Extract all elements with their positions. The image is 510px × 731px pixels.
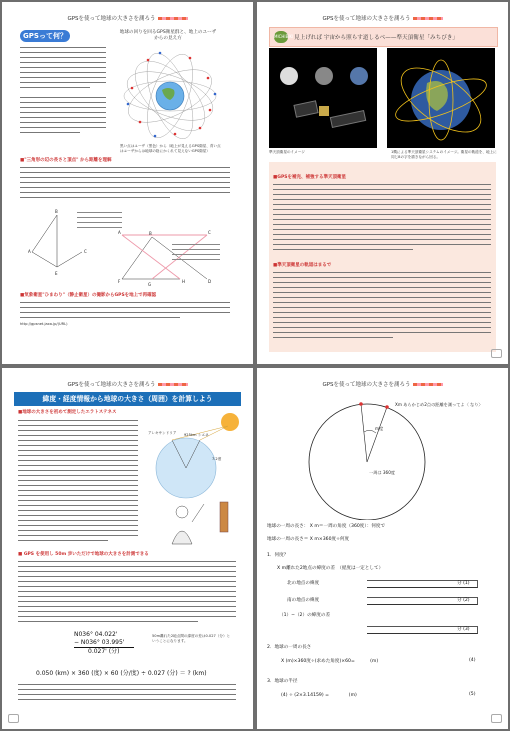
radius-marker: (5): [469, 692, 476, 697]
radius-row: (4) ÷ (2×3.14159) = (m): [281, 693, 357, 698]
svg-text:E: E: [55, 271, 58, 276]
michibiki-banner-title: 見上げれば 宇宙から照らす道しるべ——準天頂衛星「みちびき」: [294, 35, 458, 41]
circumference-row: X (m)×360度÷(求めた角度)×60= (m): [281, 659, 379, 664]
latitude-diff: 0.027' (分): [88, 648, 120, 655]
worksheet-q2: 2．地球の一周の長さ: [267, 645, 312, 650]
gps-orbit-globe-illustration: [120, 48, 220, 143]
page-3: [2, 368, 253, 729]
svg-text:D: D: [208, 279, 212, 284]
svg-text:B: B: [55, 209, 58, 214]
triangulation-diagram: [22, 207, 222, 287]
circumference-marker: (4): [469, 658, 476, 663]
next-page-icon[interactable]: [491, 714, 502, 723]
section-qzs-heading: ■GPSを補完、補強する準天頂衛星: [273, 175, 346, 180]
north-lat-row: 北の地点の緯度: [287, 581, 320, 586]
qzs-orbit-photo: [387, 48, 495, 148]
circle-center-label: 一周は 360度: [369, 470, 396, 475]
worksheet-q1: 1．何度？: [267, 553, 289, 558]
earth-circle-diagram: [287, 392, 497, 520]
circumference-formula: 0.050 (km) × 360 (度) × 60 (分/度) ÷ 0.027 (分) ＝ ? (km): [36, 670, 207, 677]
qzs-orbit-photo-caption: 1機による準天頂衛星システムのイメージ。衛星の軌道を、地上に同じ8の字を描きながら回る。: [391, 150, 497, 159]
latitude-north: N036° 04.022': [74, 631, 118, 638]
page-header: GPSを使って地球の大きさを測ろう: [257, 14, 508, 22]
svg-text:B: B: [149, 231, 152, 236]
distance-label: 925km: [184, 433, 197, 437]
gps-orbit-callout: 地球の回りを回るGPS衛星群と、地上のユーザからの見え方: [119, 30, 217, 41]
michibiki-article-box: [269, 162, 496, 352]
lat-diff-unit: 分 (3): [457, 627, 470, 632]
section-triangle-heading: ■"三角形の辺の長さと頂点" から距離を理解: [20, 158, 112, 163]
section-orbit-heading: ■準天頂衛星の軌道はまるで: [273, 263, 332, 268]
angle-label: 7.2度: [212, 457, 222, 461]
michibiki-banner: [269, 27, 498, 47]
page-header: GPSを使って地球の大きさを測ろう: [257, 380, 508, 388]
page-2: [257, 2, 508, 364]
svg-text:C: C: [208, 230, 211, 235]
latitude-note: 50m離れた2地点間の緯度の差は0.027（分）ということになります。: [152, 634, 231, 643]
page-header: GPSを使って地球の大きさを測ろう: [2, 380, 253, 388]
michibiki-badge: MICHIBIKI: [274, 31, 288, 43]
latitude-south: − N036° 03.995': [74, 639, 134, 648]
reference-url[interactable]: http://gpsnet.jaxa.jp/(URL): [20, 322, 68, 326]
latitude-difference: [74, 631, 134, 656]
south-lat-unit: 分 (2): [457, 598, 470, 603]
city-label-syene: シエネ: [198, 433, 209, 437]
svg-text:F: F: [118, 279, 121, 284]
page-4: [257, 368, 508, 729]
worksheet-row-ratio: 地球の一周の長さ： X m＝一周の角度（360度）：何度で: [267, 524, 386, 529]
satellite-photo-caption: 準天頂衛星のイメージ: [269, 150, 305, 154]
gps-globe-caption: 黒い点はユーザ（黒色）から（地上が見えるGPS衛星、青い点はユーザからは地球の陰にかくれて見えないGPS衛星）: [120, 144, 221, 153]
page-1: [2, 2, 253, 364]
svg-text:H: H: [182, 279, 186, 284]
svg-text:G: G: [148, 282, 152, 287]
eratosthenes-heading: ■地球の大きさを初めて測定したエラトステネス: [18, 410, 117, 415]
gps-lat-heading: ■ GPS を使用し 50m 歩いただけで地球の大きさを計測できる: [18, 552, 149, 557]
north-lat-unit: 分 (1): [457, 581, 470, 586]
next-page-icon[interactable]: [491, 349, 502, 358]
svg-text:A: A: [118, 230, 121, 235]
page-header: GPSを使って地球の大きさを測ろう: [2, 14, 253, 22]
lat-diff-row: （1）−（2）の緯度の差: [279, 613, 331, 618]
section-himawari-heading: ■気象衛星"ひまわり"（静止衛星）の撮影からGPSを地上で再確認: [20, 293, 157, 298]
worksheet-q3: 3．地球の半径: [267, 679, 298, 684]
gps-title-badge: GPSって何？: [20, 30, 70, 42]
calc-earth-banner: 緯度・経度情報から地球の大きさ（周囲）を計算しよう: [14, 392, 241, 406]
satellite-photo: [269, 48, 377, 148]
eratosthenes-illustration: [142, 412, 242, 547]
worksheet-row-formula: 地球の一周の長さ＝ X m×360度÷何度: [267, 537, 350, 542]
svg-text:A: A: [28, 249, 31, 254]
svg-text:C: C: [84, 249, 87, 254]
circle-note: Xm あらかじめ2点の距離を測ってよ〈 なり〉: [395, 402, 483, 407]
south-lat-row: 南の地点の緯度: [287, 598, 320, 603]
circle-angle-label: m度: [375, 426, 384, 431]
city-label-alexandria: アレキサンドリア: [148, 431, 177, 435]
worksheet-q1-desc: X m離れた2地点の緯度の差 （経度は一定として）: [277, 566, 384, 571]
prev-page-icon[interactable]: [8, 714, 19, 723]
